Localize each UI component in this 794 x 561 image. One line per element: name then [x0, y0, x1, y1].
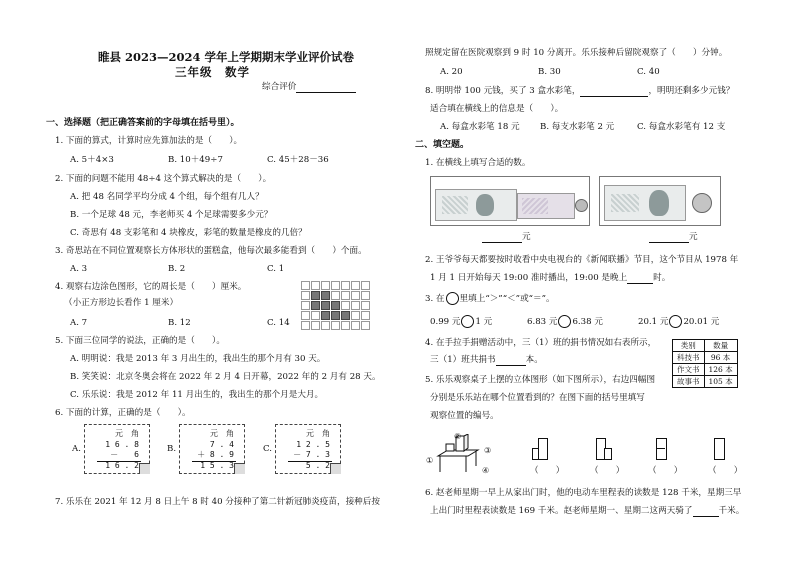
grid-cell: [351, 301, 360, 310]
q8-line2: 适合填在横线上的信息是（ ）。: [430, 104, 564, 114]
compare-circle-icon: [446, 292, 459, 305]
table-row: [673, 352, 738, 364]
grid-cell: [301, 301, 310, 310]
q2-option-a[interactable]: A. 把 48 名同学平均分成 4 个组，每个组有几人？: [70, 192, 264, 202]
q1-option-c[interactable]: C. 45＋28－36: [267, 155, 329, 165]
score-label-text: 综合评价: [262, 82, 297, 92]
grid-cell: [361, 321, 370, 330]
view-2-short-bar: [604, 448, 612, 460]
view-2: [590, 438, 620, 460]
position-label-2: ②: [454, 432, 462, 441]
f5-line1: 5. 乐乐观察桌子上摆的立体图形（如下图所示），右边四幅图: [425, 375, 656, 385]
f3-item-1-right: 1 元: [475, 317, 493, 327]
q6-card-b[interactable]: [179, 424, 245, 474]
q3-option-a[interactable]: A. 3: [70, 264, 88, 274]
grid-cell: [301, 281, 310, 290]
f3-item-2-right: 6.38 元: [572, 317, 603, 327]
table-cell: 科技书: [673, 352, 705, 364]
grid-cell: [361, 301, 370, 310]
exam-subtitle: 三年级 数学: [175, 65, 250, 79]
q5-option-a[interactable]: A. 明明说：我是 2013 年 3 月出生的，我出生的那个月有 30 天。: [70, 354, 326, 364]
view-4: [706, 438, 736, 460]
q6-card-c-fold: [330, 463, 341, 474]
f4-line1: 4. 在手拉手捐赠活动中，三（1）班的捐书情况如右表所示，: [425, 338, 657, 348]
q6-card-b-row2: ＋ 8 . 9: [197, 450, 234, 459]
f3-item-3-circle[interactable]: [669, 315, 682, 328]
f2-line2-end: 时。: [653, 273, 671, 283]
banknote-10-yuan: [435, 189, 517, 221]
q6-card-a-fold: [139, 463, 150, 474]
q8-line1-start: 8. 明明带 100 元钱，买了 3 盒水彩笔，: [425, 86, 581, 96]
view-4-answer[interactable]: （ ）: [708, 466, 743, 476]
money-group-2: [599, 176, 721, 226]
f2-line1: 2. 王爷爷每天都要按时收看中央电视台的《新闻联播》节目，这个节目从 1978 年: [425, 255, 739, 265]
q4-note: （小正方形边长看作 1 厘米）: [64, 298, 179, 308]
view-1: [526, 438, 556, 460]
table-3d-figure: [428, 434, 494, 478]
f1-answer-1: [482, 232, 531, 243]
q1-option-a[interactable]: A. 5＋4×3: [70, 155, 114, 165]
table-cell: 126 本: [704, 364, 737, 376]
grid-cell: [351, 281, 360, 290]
view-3-tall-bar: [656, 438, 667, 460]
view-1-answer[interactable]: （ ）: [530, 466, 565, 476]
q8-option-b[interactable]: B. 每支水彩笔 2 元: [540, 122, 615, 132]
q7-option-c[interactable]: C. 40: [637, 67, 660, 77]
q6-card-a-row2: － 6: [110, 450, 139, 459]
grid-cell-shaded: [331, 311, 340, 320]
grid-cell: [311, 281, 320, 290]
q6-card-b-head: 元 角: [210, 429, 234, 438]
grid-cell: [361, 311, 370, 320]
banknote-20-yuan: [604, 185, 686, 221]
f4-line2-end: 本。: [525, 355, 543, 365]
f4-line2: [430, 355, 543, 366]
f3-stem-start: 3. 在: [425, 294, 445, 304]
f3-item-1-left: 0.99 元: [430, 317, 461, 327]
book-donation-table: [672, 339, 738, 388]
q1-stem: 1. 下面的算式，计算时应先算加法的是（ ）。: [55, 136, 243, 146]
f6-blank[interactable]: [693, 507, 719, 517]
q7-line2: 照规定留在医院观察到 9 时 10 分离开。乐乐接种后留院观察了（ ）分钟。: [425, 48, 728, 58]
grid-cell: [351, 291, 360, 300]
f3-item-3: [638, 315, 719, 328]
grid-cell: [331, 281, 340, 290]
banknote-portrait-icon: [649, 190, 669, 216]
q6-card-c[interactable]: [275, 424, 341, 474]
grid-cell: [321, 321, 330, 330]
f2-blank[interactable]: [627, 274, 653, 284]
view-4-tall-bar: [714, 438, 725, 460]
q2-stem: 2. 下面的问题不能用 48÷4 这个算式解决的是（ ）。: [55, 174, 272, 184]
f6-line2-end: 千米。: [718, 506, 745, 516]
q4-option-c[interactable]: C. 14: [267, 318, 290, 328]
table-header-cell: 数量: [704, 340, 737, 352]
grid-cell: [341, 321, 350, 330]
section-choice-title: 一、选择题（把正确答案前的字母填在括号里）。: [46, 118, 240, 128]
f3-item-1-circle[interactable]: [461, 315, 474, 328]
grid-cell: [331, 321, 340, 330]
f6-line2-start: 上出门时里程表读数是 169 千米。赵老师星期一、星期二这两天骑了: [430, 506, 693, 516]
q4-option-a[interactable]: A. 7: [70, 318, 88, 328]
money-group-1: [430, 176, 590, 226]
small-block-shape: [446, 444, 454, 451]
q1-option-b[interactable]: B. 10＋49÷7: [168, 155, 223, 165]
banknote-pattern-icon: [522, 198, 548, 214]
grid-cell: [341, 281, 350, 290]
f6-line1: 6. 赵老师星期一早上从家出门时，他的电动车里程表的读数是 128 千米，星期三早: [425, 488, 742, 498]
q7-option-b[interactable]: B. 30: [538, 67, 561, 77]
view-3: [648, 438, 678, 460]
f3-stem-end: 里填上“＞”“＜”或“＝”。: [459, 294, 555, 304]
q6-card-b-letter[interactable]: B.: [167, 444, 177, 454]
f3-item-3-right: 20.01 元: [683, 317, 720, 327]
table-header-cell: 类别: [673, 340, 705, 352]
q6-card-a[interactable]: [84, 424, 150, 474]
f1-unit-2: 元: [689, 232, 698, 242]
table-row: [673, 376, 738, 388]
f1-answer-2: [649, 232, 698, 243]
view-3-answer[interactable]: （ ）: [648, 466, 683, 476]
f3-item-2-circle[interactable]: [558, 315, 571, 328]
f4-blank[interactable]: [496, 356, 526, 366]
q6-card-c-row3: 5 . 2: [305, 461, 330, 470]
table-header-row: [673, 340, 738, 352]
f6-line2: [430, 506, 744, 517]
q4-grid-figure: [297, 279, 378, 333]
q4-stem: 4. 观察右边涂色图形，它的周长是（ ）厘米。: [55, 282, 247, 292]
q5-option-c[interactable]: C. 乐乐说：我是 2012 年 11 月出生的，我出生的那个月是大月。: [70, 390, 324, 400]
grid-cell-shaded: [311, 291, 320, 300]
table-row: [673, 364, 738, 376]
f5-line2: 分别是乐乐站在哪个位置看到的？在图下面的括号里填写: [430, 393, 645, 403]
coin-icon: [575, 199, 588, 212]
grid-cell: [331, 291, 340, 300]
grid-cell: [311, 321, 320, 330]
q8-option-c[interactable]: C. 每盒水彩笔有 12 支: [637, 122, 726, 132]
section-fill-title: 二、填空题。: [415, 140, 470, 150]
grid-cell: [361, 281, 370, 290]
grid-cell: [351, 321, 360, 330]
tall-block-side: [464, 434, 468, 451]
q6-card-b-fold: [234, 463, 245, 474]
f2-line2: [430, 273, 670, 284]
view-3-divider: [656, 448, 665, 449]
grid-cell: [311, 311, 320, 320]
f3-item-1: [430, 315, 492, 328]
f2-line2-start: 1 月 1 日开始每天 19:00 准时播出，19:00 是晚上: [430, 273, 628, 283]
q5-stem: 5. 下面三位同学的说法，正确的是（ ）。: [55, 336, 225, 346]
score-blank[interactable]: [296, 83, 356, 93]
position-label-4: ④: [482, 466, 490, 475]
position-label-3: ③: [484, 446, 492, 455]
grid-cell: [341, 291, 350, 300]
grid-cell: [321, 281, 330, 290]
f3-item-3-left: 20.1 元: [638, 317, 669, 327]
q6-card-c-row1: 1 2 . 5: [296, 440, 330, 449]
view-1-tall-bar: [538, 438, 548, 460]
f3-item-2-left: 6.83 元: [527, 317, 558, 327]
position-label-1: ①: [426, 456, 434, 465]
grid-cell: [301, 311, 310, 320]
grid-cell-shaded: [331, 301, 340, 310]
q6-card-a-row3: 1 6 . 2: [105, 461, 139, 470]
q6-card-c-letter[interactable]: C.: [263, 444, 273, 454]
grid-cell-shaded: [311, 301, 320, 310]
banknote-pattern-icon: [611, 194, 639, 212]
grid-cell-shaded: [321, 311, 330, 320]
grid-cell: [301, 321, 310, 330]
f1-blank-2[interactable]: [649, 233, 689, 243]
f1-blank-1[interactable]: [482, 233, 522, 243]
q6-stem: 6. 下面的计算，正确的是（ ）。: [55, 408, 191, 418]
q6-card-b-row3: 1 5 . 3: [200, 461, 234, 470]
q2-option-b[interactable]: B. 一个足球 48 元，李老师买 4 个足球需要多少元？: [70, 210, 273, 220]
q7-option-a[interactable]: A. 20: [440, 67, 463, 77]
q6-card-b-row1: 7 . 4: [209, 440, 234, 449]
q8-line1-end: ，明明还剩多少元钱？: [648, 86, 735, 96]
f3-stem: [425, 292, 555, 305]
f4-line2-start: 三（1）班共捐书: [430, 355, 496, 365]
grid-cell: [351, 311, 360, 320]
q6-card-c-row2: － 7 . 3: [293, 450, 330, 459]
q3-option-c[interactable]: C. 1: [267, 264, 285, 274]
table-cell: 96 本: [704, 352, 737, 364]
grid-cell: [361, 291, 370, 300]
banknote-5-jiao: [517, 193, 575, 219]
q3-stem: 3. 奇思站在不同位置观察长方体形状的蛋糕盒，他每次最多能看到（ ）个面。: [55, 246, 367, 256]
table-cell: 105 本: [704, 376, 737, 388]
table-cell: 故事书: [673, 376, 705, 388]
q8-line1: [425, 86, 734, 97]
q2-option-c[interactable]: C. 奇思有 48 支彩笔和 4 块橡皮，彩笔的数量是橡皮的几倍？: [70, 228, 307, 238]
q3-option-b[interactable]: B. 2: [168, 264, 186, 274]
q4-option-b[interactable]: B. 12: [168, 318, 191, 328]
view-2-answer[interactable]: （ ）: [590, 466, 625, 476]
table-cell: 作文书: [673, 364, 705, 376]
f3-item-2: [527, 315, 603, 328]
grid-cell-shaded: [321, 291, 330, 300]
grid-cell-shaded: [341, 311, 350, 320]
f5-line3: 观察位置的编号。: [430, 411, 499, 421]
q8-option-a[interactable]: A. 每盒水彩笔 18 元: [440, 122, 520, 132]
q5-option-b[interactable]: B. 笑笑说：北京冬奥会将在 2022 年 2 月 4 日开幕，2022 年的 2 月有 28 天。: [70, 372, 381, 382]
coin-icon: [692, 193, 712, 213]
banknote-portrait-icon: [476, 194, 494, 216]
exam-title: 睢县 2023—2024 学年上学期期末学业评价试卷: [98, 50, 355, 64]
q6-card-a-row1: 1 6 . 8: [105, 440, 139, 449]
q6-card-a-letter[interactable]: A.: [72, 444, 81, 454]
q6-card-c-head: 元 角: [306, 429, 330, 438]
q8-info-blank[interactable]: [580, 87, 648, 97]
banknote-pattern-icon: [442, 196, 468, 214]
f1-unit-1: 元: [522, 232, 531, 242]
q7-line1: 7. 乐乐在 2021 年 12 月 8 日上午 8 时 40 分接种了第二针新冠肺炎疫苗，接种后按: [55, 497, 380, 507]
score-label: [262, 82, 356, 93]
grid-cell-shaded: [321, 301, 330, 310]
grid-cell: [301, 291, 310, 300]
q6-card-a-head: 元 角: [115, 429, 139, 438]
f1-stem: 1. 在横线上填写合适的数。: [425, 158, 531, 168]
grid-cell: [341, 301, 350, 310]
